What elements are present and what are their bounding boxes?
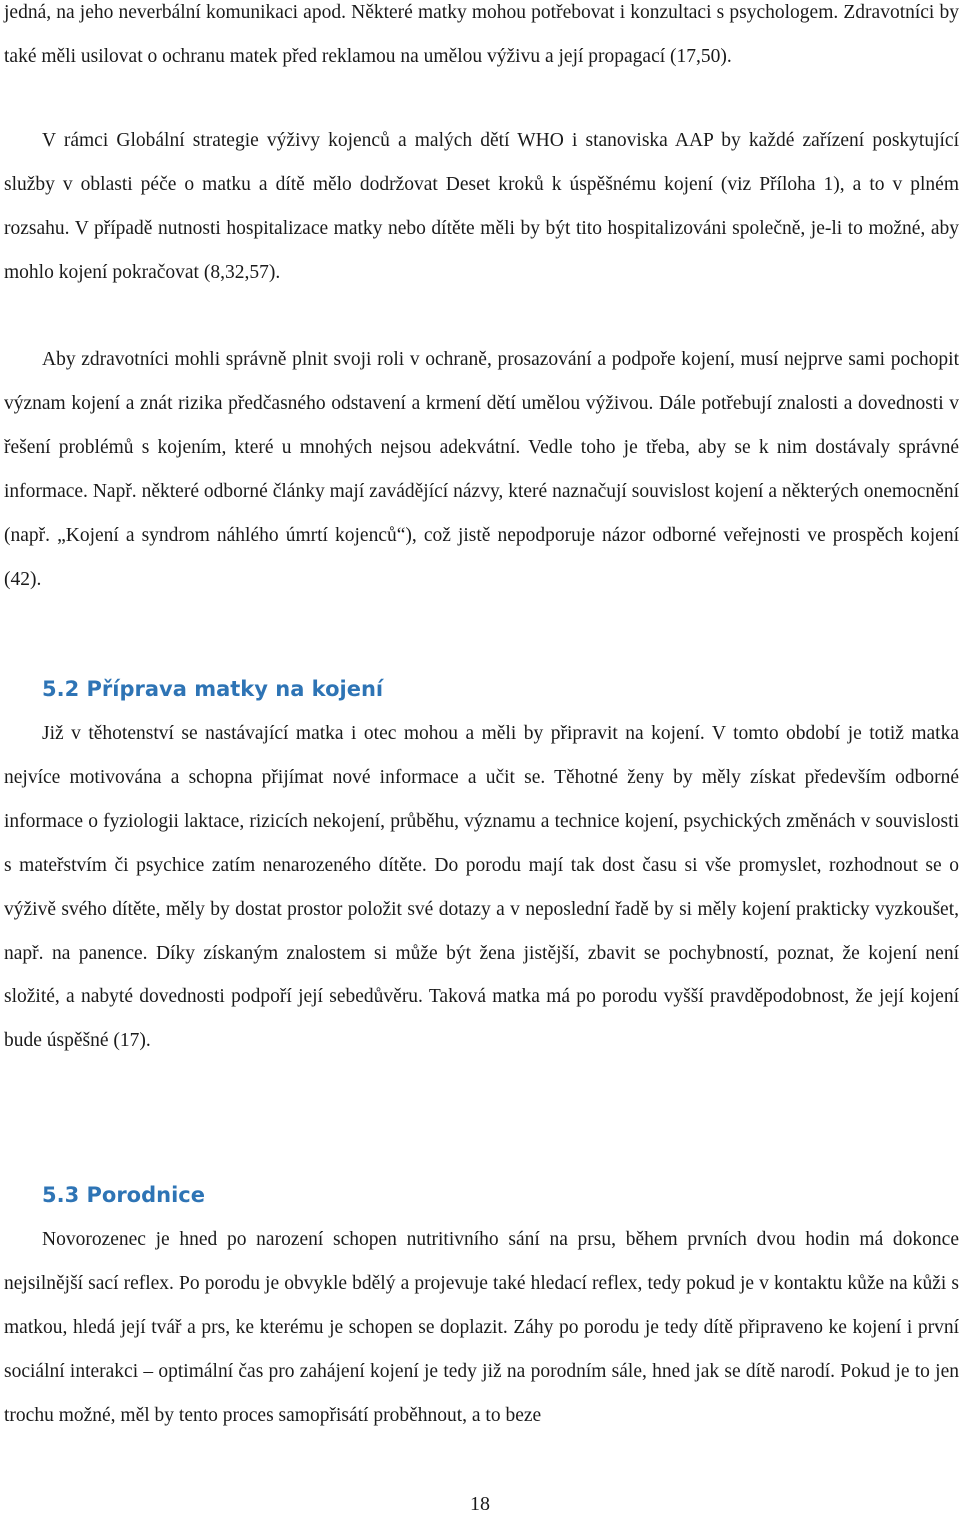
section-heading-5-3: 5.3 Porodnice [42,1183,205,1207]
page-number: 18 [470,1493,490,1515]
paragraph-3: Aby zdravotníci mohli správně plnit svoji roli v ochraně, prosazování a podpoře kojení, musí nejprve sami pochopit význam kojení a znát rizika předčasného odstavení a krmení dětí umělou výživou. Dále potřebují znalosti a dovednosti v řešení problémů s kojením, které u mnohých nejsou adekvátní. Vedle toho je třeba, aby se k nim dostávaly správné informace. Např. některé odborné články mají zavádějící názvy, které naznačují souvislost kojení a některých onemocnění (např. „Kojení a syndrom náhlého úmrtí kojenců“), což jistě nepodporuje názor odborné veřejnosti ve prospěch kojení (42). [4,349,959,590]
paragraph-4: Již v těhotenství se nastávající matka i otec mohou a měli by připravit na kojení. V tomto období je totiž matka nejvíce motivována a schopna přijímat nové informace a učit se. Těhotné ženy by měly získat především odborné informace o fyziologii laktace, rizicích nekojení, průběhu, významu a technice kojení, psychických změnách v souvislosti s mateřstvím či psychice zatím nenarozeného dítěte. Do porodu mají tak dost času si vše promyslet, rozhodnout se o výživě svého dítěte, měly by dostat prostor položit své dotazy a v neposlední řadě by si měly kojení prakticky vyzkoušet, např. na panence. Díky získaným znalostem si může být žena jistější, zbavit se pochybností, poznat, že kojení není složité, a nabyté dovednosti podpoří její sebedůvěru. Taková matka má po porodu vyšší pravděpodobnost, že její kojení bude úspěšné (17). [4,723,959,1052]
paragraph-2: V rámci Globální strategie výživy kojenců a malých dětí WHO i stanoviska AAP by každé zařízení poskytující služby v oblasti péče o matku a dítě mělo dodržovat Deset kroků k úspěšnému kojení (viz Příloha 1), a to v plném rozsahu. V případě nutnosti hospitalizace matky nebo dítěte měli by být tito hospitalizováni společně, je-li to možné, aby mohlo kojení pokračovat (8,32,57). [4,130,959,283]
paragraph-1: jedná, na jeho neverbální komunikaci apod. Některé matky mohou potřebovat i konzultaci s psychologem. Zdravotníci by také měli usilovat o ochranu matek před reklamou na umělou výživu a její propagací (17,50). [4,2,959,67]
section-heading-5-2: 5.2 Příprava matky na kojení [42,677,384,701]
paragraph-5: Novorozenec je hned po narození schopen nutritivního sání na prsu, během prvních dvou hodin má dokonce nejsilnější sací reflex. Po porodu je obvykle bdělý a projevuje také hledací reflex, tedy pokud je v kontaktu kůže na kůži s matkou, hledá její tvář a prs, ke kterému je schopen se doplazit. Záhy po porodu je tedy dítě připraveno ke kojení i první sociální interakci – optimální čas pro zahájení kojení je tedy již na porodním sále, hned jak se dítě narodí. Pokud je to jen trochu možné, měl by tento proces samopřisátí proběhnout, a to beze [4,1229,959,1426]
